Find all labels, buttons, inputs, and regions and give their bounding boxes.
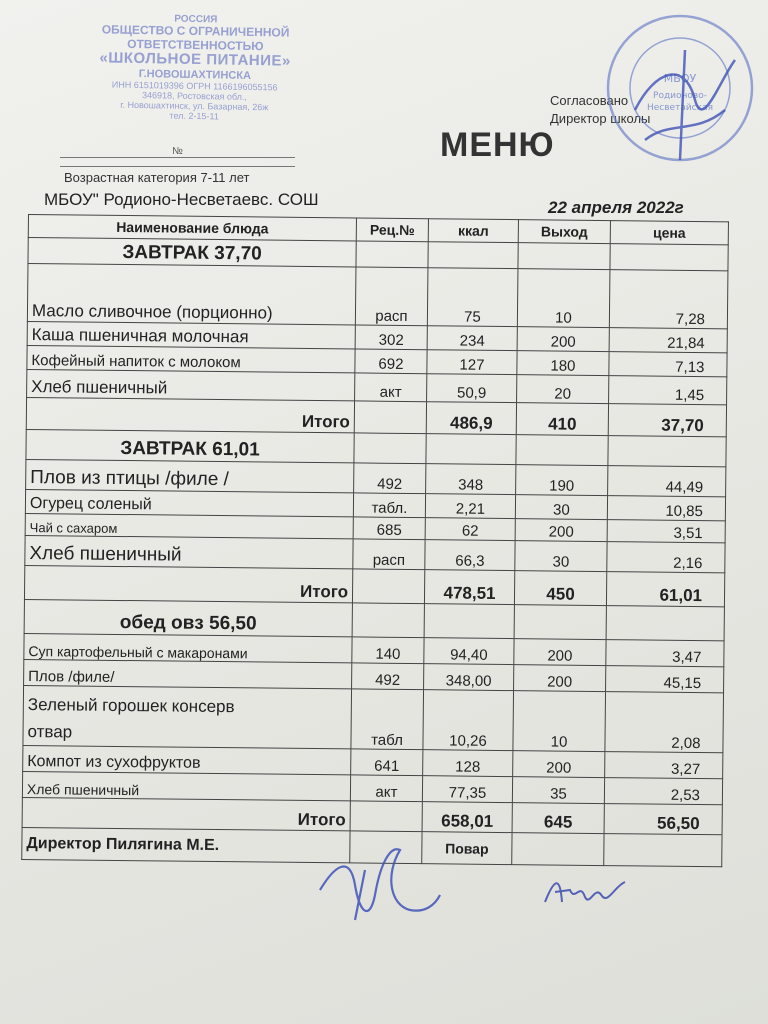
recipe-number: табл.: [353, 493, 425, 518]
price-value: 2,16: [607, 542, 725, 573]
stamp-line: 346918, Ростовская обл.,: [141, 90, 248, 103]
price-value: 44,49: [608, 466, 726, 497]
stamp-line: ИНН 6151019396 ОГРН 1166196055156: [111, 79, 278, 93]
kcal-value: 127: [427, 350, 517, 375]
dish-name: Суп картофельный с макаронами: [24, 633, 352, 662]
yield-value: 30: [515, 495, 607, 520]
dish-name-line: отвар: [27, 721, 73, 742]
stamp-line: РОССИЯ: [174, 13, 218, 26]
recipe-number: [356, 241, 428, 268]
dish-name: ЗАВТРАК 61,01: [26, 429, 354, 462]
recipe-number: 492: [354, 463, 426, 494]
recipe-number: расп: [353, 539, 425, 570]
price-value: 56,50: [604, 804, 722, 835]
approval-line: Директор школы: [550, 110, 651, 126]
dish-name: [23, 685, 352, 748]
price-value: 2,08: [605, 692, 724, 753]
kcal-value: [428, 242, 518, 269]
recipe-number: [352, 603, 424, 638]
price-value: 21,84: [609, 328, 727, 353]
recipe-number: расп: [355, 267, 428, 326]
menu-table: [21, 214, 729, 867]
stamp-line: ОБЩЕСТВО С ОГРАНИЧЕННОЙ: [101, 22, 290, 40]
price-value: 2,53: [604, 778, 722, 805]
recipe-number: 641: [351, 749, 423, 776]
yield-value: 645: [512, 803, 604, 834]
header-kcal: ккал: [428, 219, 518, 243]
recipe-number: [350, 801, 422, 832]
recipe-number: [354, 433, 426, 464]
dish-name-line: Зеленый горошек консерв: [27, 694, 235, 716]
yield-value: 35: [512, 777, 604, 804]
kcal-value: 77,35: [422, 776, 512, 803]
kcal-value: 66,3: [425, 540, 515, 571]
price-value: 7,28: [609, 270, 728, 329]
yield-value: 200: [517, 327, 609, 352]
recipe-number: [352, 569, 424, 604]
yield-value: 200: [513, 751, 605, 778]
recipe-number: 140: [352, 637, 424, 664]
dish-name: Кофейный напиток с молоком: [27, 345, 355, 372]
recipe-number: 492: [352, 663, 424, 690]
menu-date: 22 апреля 2022г: [548, 198, 684, 217]
stamp-line: Г.НОВОШАХТИНСКА: [138, 67, 252, 82]
yield-value: [518, 243, 610, 270]
dish-name: Огурец соленый: [25, 489, 353, 516]
yield-value: 10: [513, 691, 606, 752]
yield-value: [516, 435, 608, 466]
yield-value: 200: [515, 519, 607, 542]
number-line-2: [60, 166, 295, 167]
kcal-value: [424, 604, 514, 639]
price-value: [608, 436, 726, 467]
dish-name: Итого: [22, 797, 350, 830]
svg-text:Несветайская: Несветайская: [646, 103, 714, 113]
svg-text:Родионово-: Родионово-: [653, 91, 707, 101]
dish-name: Итого: [24, 565, 352, 602]
yield-value: 20: [517, 375, 609, 404]
dish-name: Хлеб пшеничный: [27, 369, 355, 400]
school-name: МБОУ" Родионо-Несветаевс. СОШ: [44, 190, 319, 209]
company-stamp: [59, 12, 331, 124]
recipe-number: 692: [355, 349, 427, 374]
kcal-value: 658,01: [422, 802, 512, 833]
yield-value: 450: [514, 571, 606, 606]
recipe-number: табл: [351, 689, 424, 750]
yield-value: 410: [516, 403, 608, 436]
recipe-number: акт: [350, 775, 422, 802]
number-line: №: [60, 146, 295, 158]
header-dish: Наименование блюда: [28, 215, 356, 241]
kcal-value: 348,00: [424, 664, 514, 691]
director-label: Директор Пилягина М.Е.: [22, 827, 350, 862]
header-price: цена: [610, 221, 728, 245]
recipe-number: 302: [355, 325, 427, 350]
yield-value: 30: [515, 541, 607, 572]
price-value: 61,01: [606, 572, 724, 607]
price-value: [610, 244, 728, 271]
dish-name: обед овз 56,50: [24, 599, 352, 636]
yield-value: 200: [514, 665, 606, 692]
header-recipe: Рец.№: [356, 218, 428, 242]
svg-text:МБОУ: МБОУ: [663, 72, 697, 85]
dish-name: Хлеб пшеничный: [22, 771, 350, 800]
table-row: [23, 685, 724, 752]
price-value: 3,27: [605, 752, 723, 779]
dish-name: Итого: [26, 397, 354, 432]
dish-name: Масло сливочное (порционно): [27, 264, 356, 325]
kcal-value: 50,9: [427, 374, 517, 403]
dish-name: Плов /филе/: [24, 659, 352, 688]
kcal-value: 478,51: [424, 570, 514, 605]
price-value: 1,45: [609, 376, 727, 405]
age-category: Возрастная категория 7-11 лет: [64, 170, 250, 185]
footer-blank: [512, 833, 604, 866]
dish-name: Каша пшеничная молочная: [27, 321, 355, 348]
kcal-value: 128: [423, 750, 513, 777]
recipe-number: [354, 401, 426, 434]
header-yield: Выход: [518, 220, 610, 244]
kcal-value: 10,26: [423, 690, 514, 751]
price-value: 7,13: [609, 352, 727, 377]
stamp-line: «ШКОЛЬНОЕ ПИТАНИЕ»: [99, 49, 291, 70]
kcal-value: 75: [427, 268, 518, 327]
price-value: 45,15: [606, 666, 724, 693]
stamp-line: тел. 2-15-11: [169, 110, 219, 122]
stamp-line: ОТВЕТСТВЕННОСТЬЮ: [127, 36, 264, 53]
yield-value: [514, 605, 606, 640]
stamp-line: г. Новошахтинск, ул. Базарная, 26ж: [120, 100, 269, 113]
kcal-value: 2,21: [425, 494, 515, 519]
dish-name: ЗАВТРАК 37,70: [28, 238, 356, 267]
cook-label: Повар: [422, 832, 512, 865]
kcal-value: 62: [425, 518, 515, 541]
kcal-value: [426, 434, 516, 465]
price-value: 10,85: [607, 496, 725, 521]
price-value: 3,47: [606, 640, 724, 667]
dish-name: Чай с сахаром: [25, 513, 353, 538]
kcal-value: 94,40: [424, 638, 514, 665]
dish-name: Компот из сухофруктов: [23, 745, 351, 774]
recipe-number: 685: [353, 517, 425, 540]
director-signature-icon: [625, 40, 745, 170]
yield-value: 200: [514, 639, 606, 666]
yield-value: 190: [516, 465, 608, 496]
kcal-value: 234: [427, 326, 517, 351]
table-row: [27, 264, 728, 329]
signature-icon: [315, 835, 445, 925]
recipe-number: акт: [355, 373, 427, 402]
menu-table-body: [22, 238, 728, 835]
dish-name: Плов из птицы /филе /: [26, 459, 354, 492]
price-value: [606, 606, 724, 641]
dish-name: Хлеб пшеничный: [25, 535, 353, 568]
yield-value: 180: [517, 351, 609, 376]
footer-blank: [604, 834, 722, 867]
approval-line: Согласовано: [550, 93, 629, 108]
page-title: МЕНЮ: [440, 126, 555, 164]
kcal-value: 348: [426, 464, 516, 495]
price-value: 37,70: [608, 404, 726, 437]
yield-value: 10: [517, 269, 610, 328]
price-value: 3,51: [607, 520, 725, 543]
kcal-value: 486,9: [426, 402, 516, 435]
cook-signature-icon: [540, 872, 630, 912]
